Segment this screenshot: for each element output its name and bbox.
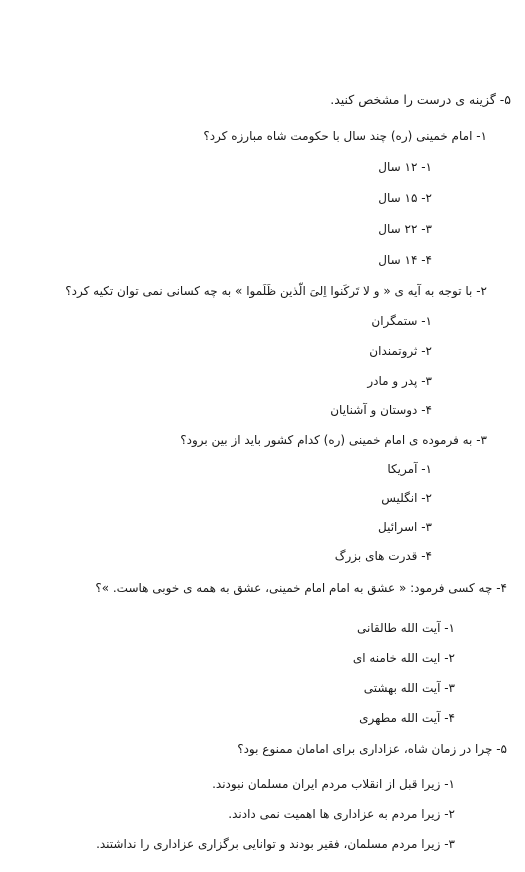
question-4-option-3: ۳- آیت الله بهشتی	[363, 681, 455, 695]
question-5-option-3: ۳- زیرا مردم مسلمان، فقیر بودند و توانایی برگزاری عزاداری را نداشتند.	[96, 837, 455, 851]
question-2-option-4: ۴- دوستان و آشنایان	[330, 403, 432, 417]
question-3-option-1: ۱- آمریکا	[387, 462, 432, 476]
question-1-option-2: ۲- ۱۵ سال	[378, 191, 432, 205]
question-1-text: ۱- امام خمینی (ره) چند سال با حکومت شاه مبارزه کرد؟	[203, 129, 487, 143]
question-3-option-4: ۴- قدرت های بزرگ	[334, 549, 432, 563]
question-5-option-2: ۲- زیرا مردم به عزاداری ها اهمیت نمی دادند.	[228, 807, 455, 821]
question-1-option-3: ۳- ۲۲ سال	[378, 222, 432, 236]
question-5-text: ۵- چرا در زمان شاه، عزاداری برای امامان ممنوع بود؟	[237, 742, 507, 756]
question-3-option-2: ۲- انگلیس	[381, 491, 432, 505]
section-title: ۵- گزینه ی درست را مشخص کنید.	[330, 92, 511, 107]
question-4-option-4: ۴- آیت الله مطهری	[359, 711, 455, 725]
question-2-option-3: ۳- پدر و مادر	[367, 374, 432, 388]
question-1-option-1: ۱- ۱۲ سال	[378, 160, 432, 174]
question-4-option-2: ۲- ایت الله خامنه ای	[352, 651, 455, 665]
question-3-text: ۳- به فرموده ی امام خمینی (ره) کدام کشور باید از بین برود؟	[180, 433, 487, 447]
question-5-option-1: ۱- زیرا قبل از انقلاب مردم ایران مسلمان نبودند.	[212, 777, 455, 791]
question-2-text: ۲- با توجه به آیه ی « و لا تَرکَنوا اِلیَ الّذین ظَلَموا » به چه کسانی نمی توان تکیه کرد؟	[65, 284, 487, 298]
question-3-option-3: ۳- اسرائیل	[378, 520, 432, 534]
question-2-option-2: ۲- ثروتمندان	[369, 344, 432, 358]
question-1-option-4: ۴- ۱۴ سال	[378, 253, 432, 267]
question-4-option-1: ۱- آیت الله طالقانی	[356, 621, 455, 635]
question-2-option-1: ۱- ستمگران	[371, 314, 432, 328]
question-4-text: ۴- چه کسی فرمود: « عشق به امام امام خمینی، عشق به همه ی خوبی هاست. »؟	[95, 581, 507, 595]
